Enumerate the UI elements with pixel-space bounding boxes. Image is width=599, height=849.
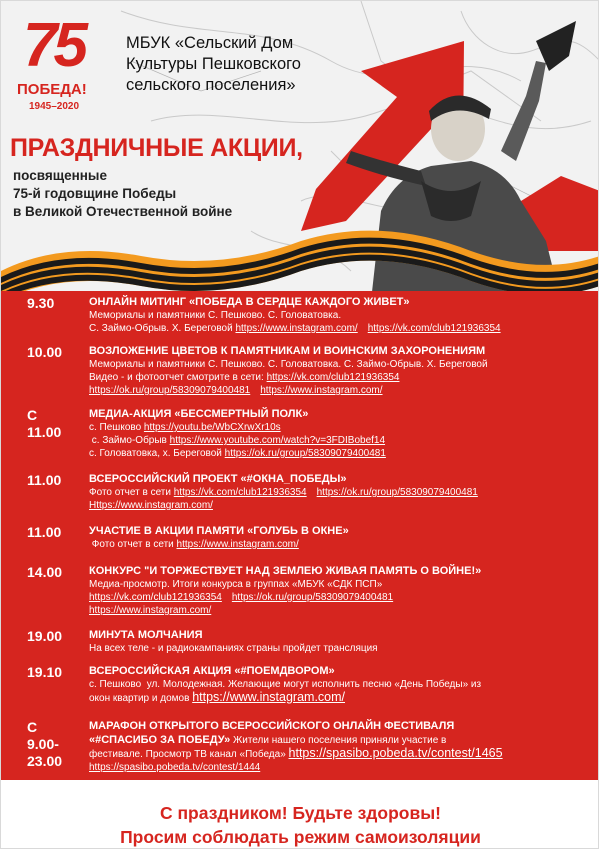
event-line: [89, 747, 589, 761]
event-link[interactable]: https://youtu.be/WbCXrwXr10s: [143, 422, 281, 433]
event-title: УЧАСТИЕ В АКЦИИ ПАМЯТИ «ГОЛУБЬ В ОКНЕ»: [89, 525, 349, 537]
event-link[interactable]: https://www.youtube.com/watch?v=3FDIBobef14: [169, 435, 386, 446]
event-details: [89, 344, 589, 397]
event-text: Медиа-просмотр. Итоги конкурса в группах «МБУК «СДК ПСП»: [89, 579, 383, 590]
event-time: 11.00: [27, 472, 62, 488]
event-time: 9.30: [27, 295, 55, 311]
event-text: С. Займо-Обрыв. Х. Береговой: [89, 323, 236, 334]
event-text: с. Пешково ул. Молодежная. Желающие могут исполнить песню «День Победы» из: [89, 679, 482, 690]
event-link[interactable]: https://ok.ru/group/58309079400481: [316, 487, 478, 498]
event-title: МАРАФОН ОТКРЫТОГО ВСЕРОССИЙСКОГО ОНЛАЙН ФЕСТИВАЛЯ: [89, 720, 455, 732]
event-details: [89, 664, 589, 705]
event-link[interactable]: https://spasibo.pobeda.tv/contest/1465: [288, 746, 503, 760]
event-line: [89, 358, 589, 371]
event-title: ВСЕРОССИЙСКИЙ ПРОЕКТ «#ОКНА_ПОБЕДЫ»: [89, 473, 347, 485]
event-details: [89, 407, 589, 460]
event-link[interactable]: https://www.instagram.com/: [176, 539, 299, 550]
event-link[interactable]: https://www.instagram.com/: [89, 605, 212, 616]
event-text: Мемориалы и памятники С. Пешково. С. Головатовка. С. Займо-Обрыв. Х. Береговой: [89, 359, 488, 370]
event-title: ВСЕРОССИЙСКАЯ АКЦИЯ «#ПОЕМДВОРОМ»: [89, 665, 335, 677]
footer-greeting: С праздником! Будьте здоровы!: [159, 803, 441, 823]
event-time: 14.00: [27, 564, 63, 580]
event-line: [89, 322, 589, 335]
victory-75-logo: [15, 11, 115, 121]
event-title: МИНУТА МОЛЧАНИЯ: [89, 629, 203, 641]
event-line: [89, 384, 589, 397]
event-line: [89, 591, 589, 604]
event-link[interactable]: https://www.instagram.com/: [260, 385, 383, 396]
event-details: [89, 628, 589, 655]
event-line: [89, 761, 589, 774]
event-title: КОНКУРС "И ТОРЖЕСТВУЕТ НАД ЗЕМЛЕЮ ЖИВАЯ ПАМЯТЬ О ВОЙНЕ!»: [89, 565, 482, 577]
event-details: [89, 295, 589, 335]
poster-subtitle: посвященные 75-й годовщине Победы в Великой Отечественной войне: [13, 168, 233, 219]
event-text: с. Пешково: [89, 422, 144, 433]
event-program: [1, 291, 599, 780]
event-link[interactable]: https://vk.com/club121936354: [266, 372, 400, 383]
logo-years: 1945–2020: [29, 101, 80, 112]
event-line: [89, 486, 589, 499]
footer-notice: Просим соблюдать режим самоизоляции: [120, 827, 481, 847]
event-line: [89, 447, 589, 460]
event-text: Мемориалы и памятники С. Пешково. С. Головатовка.: [89, 310, 342, 321]
event-link[interactable]: https://www.instagram.com/: [192, 690, 346, 704]
event-line: [89, 538, 589, 551]
event-title: ВОЗЛОЖЕНИЕ ЦВЕТОВ К ПАМЯТНИКАМ И ВОИНСКИМ ЗАХОРОНЕНИЯМ: [89, 345, 486, 357]
event-details: [89, 564, 589, 617]
event-line: [89, 309, 589, 322]
poster-title: ПРАЗДНИЧНЫЕ АКЦИИ,: [10, 134, 303, 162]
event-text: Фото отчет в сети: [89, 539, 177, 550]
event-details: [89, 472, 589, 512]
event-line: [89, 691, 589, 705]
organization-title: МБУК «Сельский Дом Культуры Пешковского сельского поселения»: [126, 34, 301, 94]
event-line: [89, 421, 589, 434]
event-text: окон квартир и домов: [89, 693, 193, 704]
event-details: [89, 719, 589, 774]
event-time: С 9.00- 23.00: [27, 719, 63, 769]
event-link[interactable]: https://vk.com/club121936354: [89, 592, 222, 603]
event-line: [89, 434, 589, 447]
event-text: фестивале. Просмотр ТВ канал «Победа»: [89, 749, 289, 760]
event-time: С 11.00: [27, 407, 62, 440]
poster-header: [1, 1, 599, 301]
event-title: ОНЛАЙН МИТИНГ «ПОБЕДА В СЕРДЦЕ КАЖДОГО ЖИВЕТ»: [89, 296, 410, 308]
event-line: [89, 578, 589, 591]
event-link[interactable]: https://ok.ru/group/58309079400481: [231, 592, 394, 603]
event-line: [89, 371, 589, 384]
poster-footer: [1, 780, 599, 849]
event-text: Фото отчет в сети: [89, 487, 174, 498]
event-link[interactable]: https://vk.com/club121936354: [367, 323, 501, 334]
event-link[interactable]: https://ok.ru/group/58309079400481: [224, 448, 386, 459]
event-link[interactable]: Https://www.instagram.com/: [89, 500, 213, 511]
event-title-cont: «#СПАСИБО ЗА ПОБЕДУ»: [89, 734, 231, 746]
event-time: 11.00: [27, 524, 62, 540]
event-time: 10.00: [27, 344, 63, 360]
event-text: На всех теле - и радиокампаниях страны пройдет трансляция: [89, 643, 378, 654]
event-link[interactable]: https://ok.ru/group/58309079400481: [89, 385, 251, 396]
event-text: с. Займо-Обрыв: [89, 435, 170, 446]
logo-word: ПОБЕДА!: [17, 81, 87, 98]
event-text: Жители нашего поселения приняли участие в: [230, 735, 447, 746]
event-time: 19.00: [27, 628, 63, 644]
event-link[interactable]: https://www.instagram.com/: [235, 323, 358, 334]
event-text: Видео - и фотоотчет смотрите в сети:: [89, 372, 267, 383]
event-details: [89, 524, 589, 551]
event-line: [89, 499, 589, 512]
event-text: с. Головатовка, х. Береговой: [89, 448, 225, 459]
event-title: МЕДИА-АКЦИЯ «БЕССМЕРТНЫЙ ПОЛК»: [89, 408, 309, 420]
event-line: [89, 642, 589, 655]
event-time: 19.10: [27, 664, 63, 680]
event-link[interactable]: https://spasibo.pobeda.tv/contest/1444: [89, 762, 261, 773]
logo-number: 75: [23, 11, 84, 80]
event-line: [89, 604, 589, 617]
event-link[interactable]: https://vk.com/club121936354: [173, 487, 307, 498]
